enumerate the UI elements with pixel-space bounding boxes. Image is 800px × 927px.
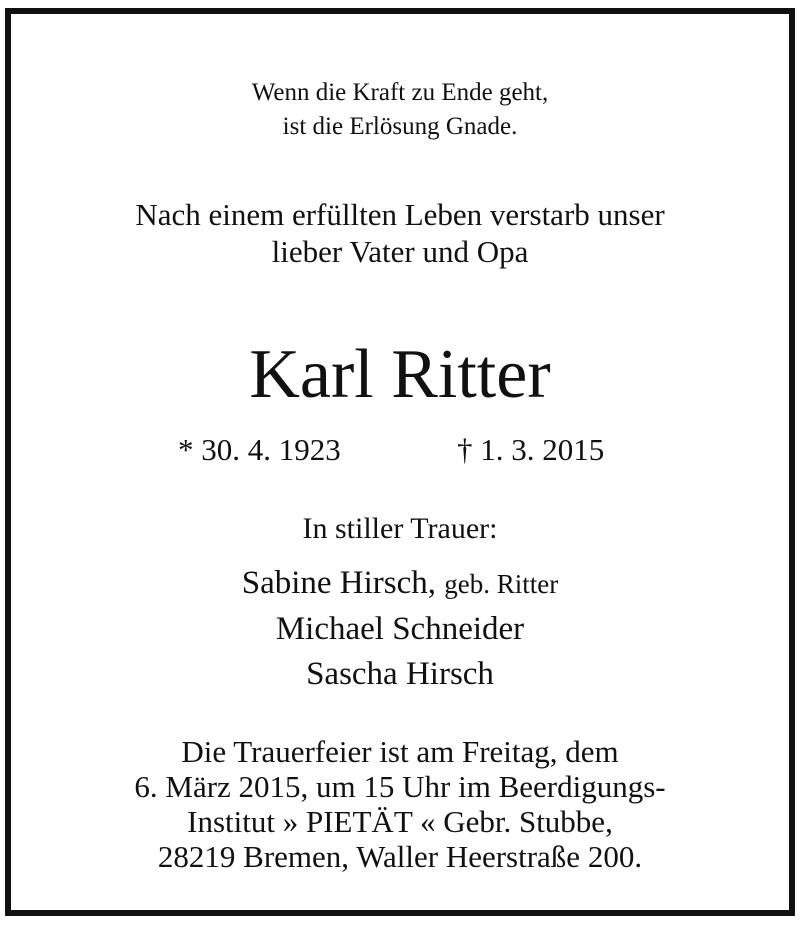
motto-line-2: ist die Erlösung Gnade. bbox=[282, 113, 518, 140]
family-member-name: Sabine Hirsch, bbox=[241, 565, 437, 601]
family-member-note: geb. Ritter bbox=[444, 569, 559, 599]
mourning-intro: In stiller Trauer: bbox=[302, 512, 498, 545]
intro-line-2: lieber Vater und Opa bbox=[271, 234, 529, 269]
family-member-name: Sascha Hirsch bbox=[306, 656, 494, 692]
birth-date: * 30. 4. 1923 bbox=[178, 432, 341, 467]
family-member-3 bbox=[11, 658, 789, 691]
funeral-line-4: 28219 Bremen, Waller Heerstraße 200. bbox=[157, 839, 643, 874]
deceased-name: Karl Ritter bbox=[249, 336, 551, 413]
motto-line-1: Wenn die Kraft zu Ende geht, bbox=[251, 79, 549, 106]
funeral-line-3: Institut » PIETÄT « Gebr. Stubbe, bbox=[187, 804, 613, 839]
family-member-name: Michael Schneider bbox=[275, 611, 525, 647]
family-member-2 bbox=[11, 613, 789, 646]
life-dates bbox=[11, 434, 789, 470]
family-member-1 bbox=[11, 567, 789, 600]
funeral-line-1: Die Trauerfeier ist am Freitag, dem bbox=[181, 734, 619, 769]
obituary-frame bbox=[5, 8, 795, 916]
death-date: † 1. 3. 2015 bbox=[457, 432, 605, 467]
funeral-line-2: 6. März 2015, um 15 Uhr im Beerdigungs- bbox=[134, 769, 666, 804]
intro-line-1: Nach einem erfüllten Leben verstarb unser bbox=[135, 197, 665, 232]
